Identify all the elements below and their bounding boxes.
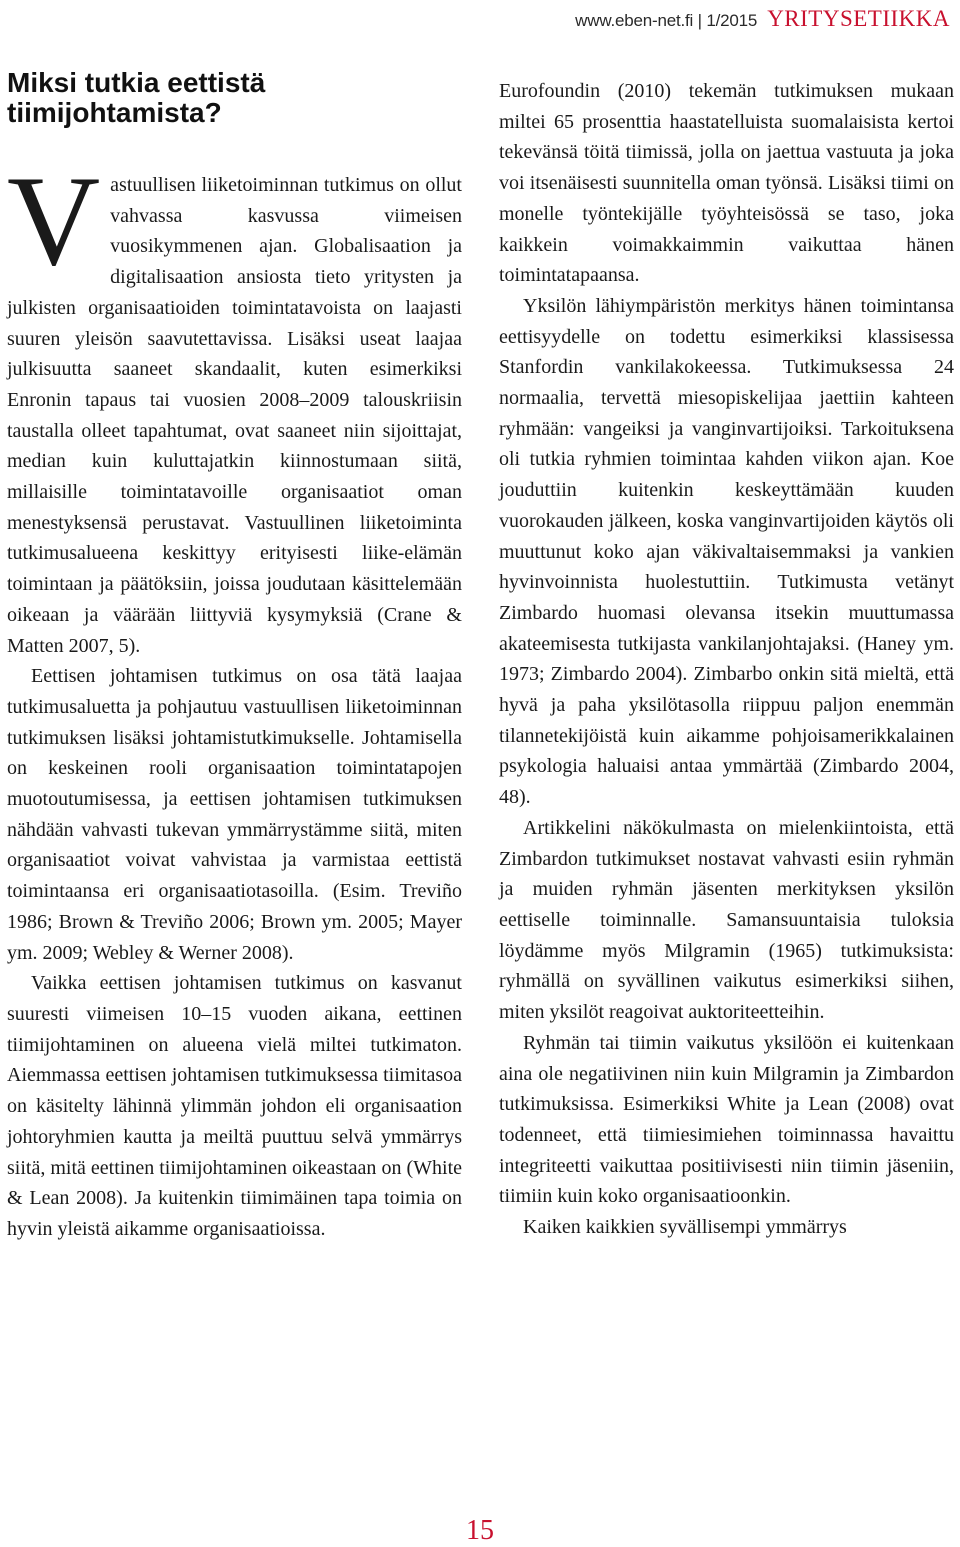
paragraph: Vaikka eettisen johtamisen tutkimus on kasvanut suuresti viimeisen 10–15 vuoden aikana, eettinen tiimijohtaminen on alueena vielä miltei tutkimaton. Aiemmassa eettisen johtamisen tutkimuksessa tiimitasoa on käsitelty lähinnä ylimmän johdon eli organisaation johtoryhmien kautta ja meiltä puuttuu selvä ymmärrys siitä, mitä eettinen tiimijohtaminen oikeastaan on (White & Lean 2008). Ja kuitenkin tiimimäinen tapa toimia on hyvin yleistä aikamme organisaatioissa.: [7, 972, 462, 1240]
text-column-right: [499, 76, 954, 1243]
paragraph: Eurofoundin (2010) tekemän tutkimuksen mukaan miltei 65 prosenttia haastatelluista suomalaisista kertoi tekevänsä töitä tiimissä, jolla on jaettua vastuuta ja joka voi itsenäisesti suunnitella oman työnsä. Lisäksi tiimi on monelle työntekijälle työyhteisössä se taso, joka kaikkein voimakkaimmin vaikuttaa hänen toimintatapaansa.: [499, 80, 954, 287]
article-heading: Miksi tutkia eettistä tiimijohtamista?: [7, 67, 266, 128]
paragraph: Yksilön lähiympäristön merkitys hänen toimintansa eettisyydelle on todettu esimerkiksi klassisessa Stanfordin vankilakokeessa. Tutkimuksessa 24 normaalia, tervettä miesopiskelijaa jaettiin kahteen ryhmään: vangeiksi ja vanginvartijoiksi. Tarkoituksena oli tutkia ryhmien toimintaa kahden viikon ajan. Koe jouduttiin kuitenkin keskeyttämään kuuden vuorokauden jälkeen, koska vanginvartijoiden käytös oli muuttunut koko ajan väkivaltaisemmaksi ja vankien hyvinvoinnista huolestuttiin. Tutkimusta vetänyt Zimbardo huomasi olevansa itsekin muuttumassa akateemisesta tutkijasta vankilanjohtajaksi. (Haney ym. 1973; Zimbardo 2004). Zimbarbo onkin sitä mieltä, että hyvä ja paha yksilötasolla riippuu paljon enemmän tilannetekijöistä kuin aikamme pohjoisamerikkalainen psykologia haluaisi antaa ymmärtää (Zimbardo 2004, 48).: [499, 294, 954, 809]
paragraph: Kaiken kaikkien syvällisempi ymmärrys: [523, 1216, 847, 1239]
text-column-left: [7, 149, 462, 1245]
paragraph: astuullisen liiketoiminnan tutkimus on ollut vahvassa kasvussa viimeisen vuosikymmenen ajan. Globalisaation ja digitalisaation ansiosta tieto yritysten ja julkisten organisaatioiden toimintatavoista on laajasti suuren yleisön saavutettavissa. Lisäksi useat laajaa julkisuutta saaneet skandaalit, kuten esimerkiksi Enronin tapaus tai vuosien 2008–2009 talouskriisin taustalla olleet tapahtumat, ovat saaneet niin sijoittajat, median kuin kuluttajatkin kiinnostumaan siitä, millaisille toimintatavoille organisaatiot oman menestyksensä perustavat. Vastuullinen liiketoiminta tutkimusalueena keskittyy erityisesti liike-elämän toimintaan ja päätöksiin, joissa joudutaan käsittelemään oikeaan ja väärään liittyviä kysymyksiä (Crane & Matten 2007, 5).: [7, 174, 462, 657]
paragraph: Ryhmän tai tiimin vaikutus yksilöön ei kuitenkaan aina ole negatiivinen niin kuin Milgramin ja Zimbardon tutkimuksissa. Esimerkiksi White ja Lean (2008) ovat todenneet, että tiimiesimiehen toiminnassa havaittu integriteetti vaikuttaa positiivisesti niin tiimin jäseniin, tiimiin kuin koko organisaatioonkin.: [499, 1031, 954, 1208]
drop-cap: V: [7, 149, 101, 292]
page-number: 15: [466, 1515, 494, 1546]
magazine-meta: www.eben-net.fi | 1/2015: [575, 11, 758, 30]
paragraph: Artikkelini näkökulmasta on mielenkiintoista, että Zimbardon tutkimukset nostavat vahvasti esiin ryhmän ja muiden ryhmän jäsenten merkityksen yksilön eettiselle toiminnalle. Samansuuntaisia tuloksia löydämme myös Milgramin (1965) tutkimuksista: ryhmällä on syvällinen vaikutus esimerkiksi siihen, miten yksilöt reagoivat auktoriteetteihin.: [499, 816, 954, 1024]
section-title: YRITYSETIIKKA: [767, 6, 950, 31]
page-header: [575, 6, 950, 34]
paragraph: Eettisen johtamisen tutkimus on osa tätä laajaa tutkimusaluetta ja pohjautuu vastuullisen liiketoiminnan tutkimuksen lisäksi johtamistutkimukselle. Johtamisella on keskeinen rooli organisaation toimintatapojen muotoutumisessa, ja eettisen johtamisen tutkimuksen nähdään vahvasti tukevan ymmärrystämme siitä, miten organisaatiot voivat vahvistaa ja varmistaa eettistä toimintaansa eri organisaatiotasoilla. (Esim. Treviño 1986; Brown & Treviño 2006; Brown ym. 2005; Mayer ym. 2009; Webley & Werner 2008).: [7, 665, 462, 964]
